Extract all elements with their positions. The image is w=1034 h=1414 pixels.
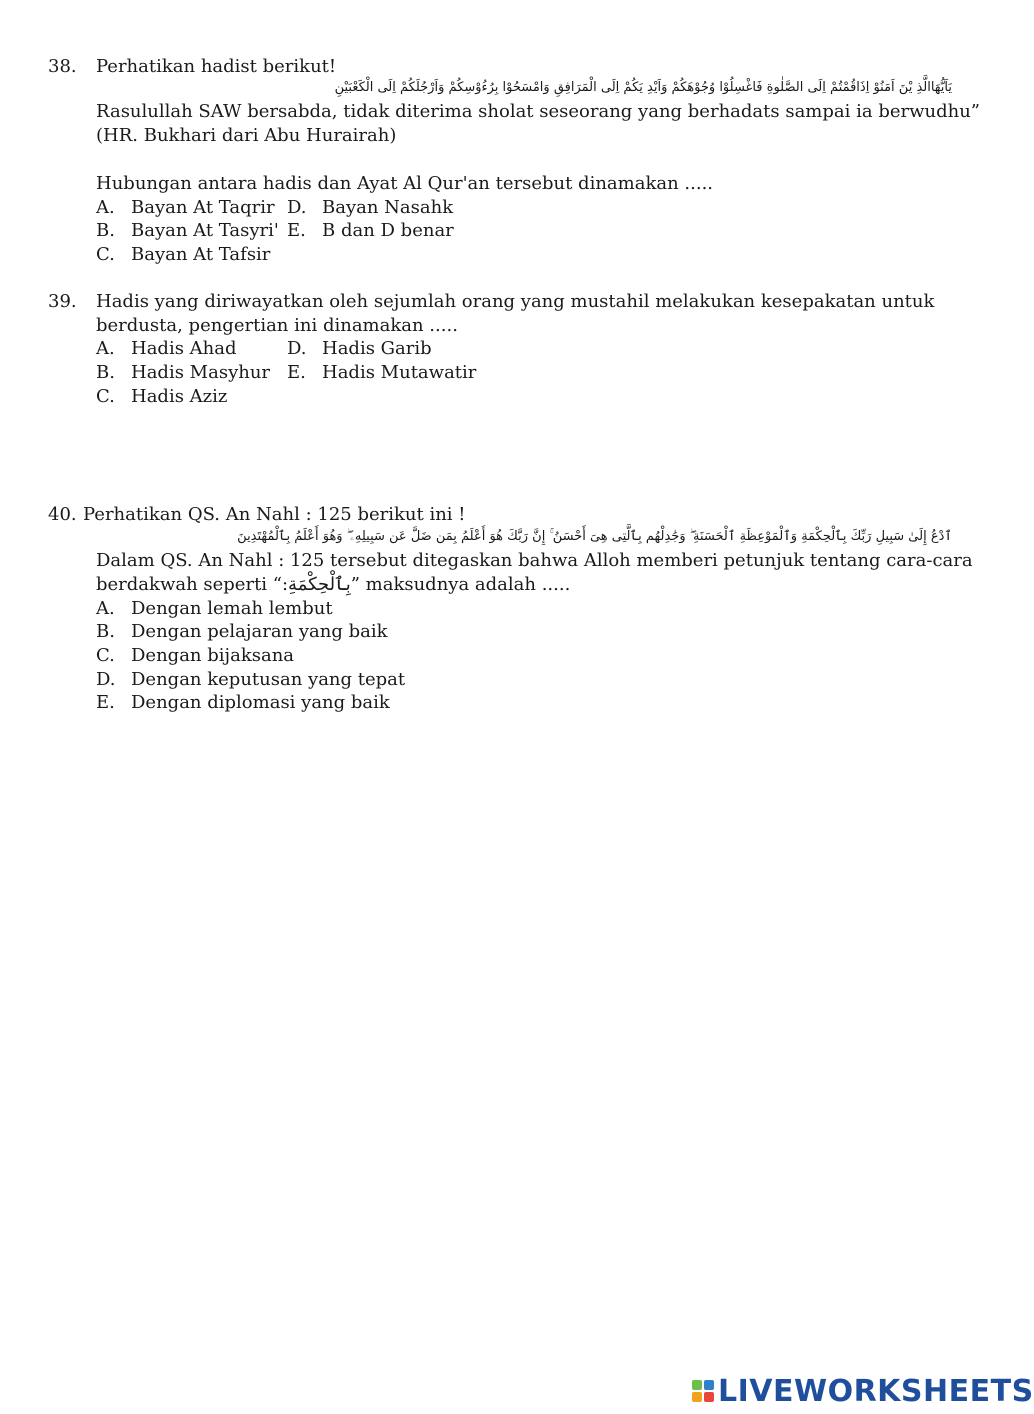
question-intro: Perhatikan hadist berikut! bbox=[96, 56, 337, 77]
brand-mark-icon bbox=[692, 1380, 714, 1402]
option-text: Dengan pelajaran yang baik bbox=[131, 621, 388, 642]
option-text: Hadis Ahad bbox=[131, 338, 237, 359]
option-letter: A. bbox=[96, 338, 115, 359]
option-letter: B. bbox=[96, 362, 115, 383]
question-text: Dalam QS. An Nahl : 125 tersebut ditegaskan bahwa Alloh memberi petunjuk tentang cara-cara bbox=[96, 550, 973, 571]
question-number: 38. bbox=[48, 56, 77, 77]
option-letter: E. bbox=[287, 220, 306, 241]
option-letter: A. bbox=[96, 598, 115, 619]
option-letter: C. bbox=[96, 386, 115, 407]
option-text: Bayan At Tafsir bbox=[131, 244, 271, 265]
option-text: B dan D benar bbox=[322, 220, 454, 241]
question-text: Hadis yang diriwayatkan oleh sejumlah orang yang mustahil melakukan kesepakatan untuk bbox=[96, 291, 935, 312]
option-letter: D. bbox=[287, 197, 307, 218]
question-text-continued: berdakwah seperti “:بِٱلْحِكْمَةِ” maksudnya adalah ..... bbox=[96, 574, 571, 595]
question-text: Hubungan antara hadis dan Ayat Al Qur'an tersebut dinamakan ..... bbox=[96, 173, 714, 194]
option-letter: A. bbox=[96, 197, 115, 218]
option-text: Hadis Garib bbox=[322, 338, 432, 359]
option-text: Hadis Masyhur bbox=[131, 362, 271, 383]
question-text-continued: berdusta, pengertian ini dinamakan ..... bbox=[96, 315, 458, 336]
question-number: 39. bbox=[48, 291, 77, 312]
arabic-verse: ٱدْعُ إِلَىٰ سَبِيلِ رَبِّكَ بِٱلْحِكْمَةِ وَٱلْمَوْعِظَةِ ٱلْحَسَنَةِ ۖ وَجَٰدِلْهُم بِٱلَّتِى هِىَ أَحْسَنُ ۚ إِنَّ رَبَّكَ هُوَ أَعْلَمُ بِمَن ضَلَّ عَن سَبِيلِهِۦ ۖ وَهُوَ أَعْلَمُ بِٱلْمُهْتَدِينَ bbox=[237, 529, 952, 544]
option-text: Hadis Mutawatir bbox=[322, 362, 477, 383]
option-letter: E. bbox=[287, 362, 306, 383]
brand-name: LIVEWORKSHEETS bbox=[718, 1373, 1034, 1409]
option-letter: C. bbox=[96, 244, 115, 265]
hadith-text: Rasulullah SAW bersabda, tidak diterima sholat seseorang yang berhadats sampai ia berwudhu” bbox=[96, 101, 981, 122]
arabic-verse: يَاَيُّهَاالَّذِ يْنَ اَمَنُوْ اِذَاقُمْتُمْ اِلَى الصَّلٰوةِ فَاغْسِلُوْا وُجُوْهَكُمْ وَاَيْدِ يَكُمْ اِلَى الْمَرَافِقِ وَامْسَحُوْا بِرُءُوْسِكُمْ وَاَرْجُلَكُمْ اِلَى الْكَعْبَيْنِ bbox=[334, 80, 952, 95]
option-letter: D. bbox=[96, 669, 116, 690]
option-letter: B. bbox=[96, 220, 115, 241]
option-text: Dengan diplomasi yang baik bbox=[131, 692, 390, 713]
option-text: Bayan At Taqrir bbox=[131, 197, 275, 218]
option-text: Bayan Nasahk bbox=[322, 197, 454, 218]
question-number: 40. bbox=[48, 504, 77, 525]
liveworksheets-logo bbox=[692, 1373, 1034, 1409]
option-letter: E. bbox=[96, 692, 115, 713]
option-text: Hadis Aziz bbox=[131, 386, 228, 407]
option-letter: B. bbox=[96, 621, 115, 642]
option-text: Dengan lemah lembut bbox=[131, 598, 333, 619]
option-text: Bayan At Tasyri' bbox=[131, 220, 279, 241]
question-intro: Perhatikan QS. An Nahl : 125 berikut ini ! bbox=[83, 504, 466, 525]
hadith-source: (HR. Bukhari dari Abu Hurairah) bbox=[96, 125, 397, 146]
option-text: Dengan bijaksana bbox=[131, 645, 295, 666]
option-text: Dengan keputusan yang tepat bbox=[131, 669, 406, 690]
option-letter: C. bbox=[96, 645, 115, 666]
option-letter: D. bbox=[287, 338, 307, 359]
